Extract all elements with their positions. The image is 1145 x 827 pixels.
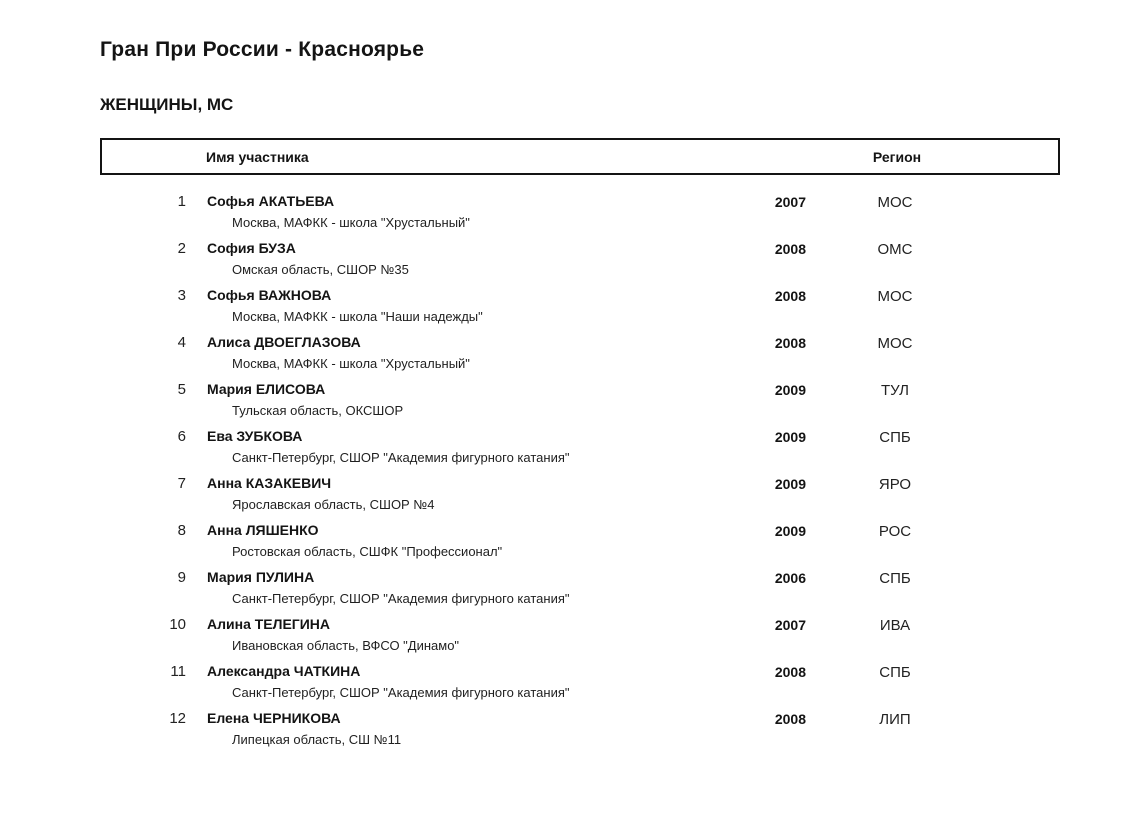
region-code: ЯРО — [878, 476, 912, 493]
row-number: 2 — [177, 240, 186, 257]
row-number: 8 — [177, 522, 186, 539]
participant-club: Омская область, СШОР №35 — [232, 262, 409, 277]
row-number: 6 — [177, 428, 186, 445]
table-row — [100, 287, 1060, 325]
participant-name: Ева ЗУБКОВА — [207, 428, 303, 444]
participant-info — [207, 475, 690, 513]
table-row — [100, 240, 1060, 278]
region-code: МОС — [877, 288, 913, 305]
birth-year: 2008 — [774, 664, 806, 680]
participant-info — [207, 428, 690, 466]
participant-club: Санкт-Петербург, СШОР "Академия фигурного катания" — [232, 450, 570, 465]
participant-info — [207, 710, 690, 748]
region-code: СПБ — [879, 570, 911, 587]
table-row — [100, 193, 1060, 231]
birth-year: 2009 — [774, 429, 806, 445]
region-code: ИВА — [879, 617, 911, 634]
table-row — [100, 710, 1060, 748]
participant-club: Санкт-Петербург, СШОР "Академия фигурного катания" — [232, 591, 570, 606]
participant-name: Мария ПУЛИНА — [207, 569, 315, 585]
participant-info — [207, 522, 690, 560]
participant-info — [207, 381, 690, 419]
row-number: 5 — [177, 381, 186, 398]
table-row — [100, 616, 1060, 654]
table-row — [100, 428, 1060, 466]
participant-name: Алиса ДВОЕГЛАЗОВА — [207, 334, 361, 350]
column-header-name: Имя участника — [206, 148, 309, 165]
participant-name: Софья АКАТЬЕВА — [207, 193, 335, 209]
participant-club: Москва, МАФКК - школа "Хрустальный" — [232, 215, 470, 230]
participant-name: Елена ЧЕРНИКОВА — [207, 710, 341, 726]
row-number: 9 — [177, 569, 186, 586]
table-row — [100, 475, 1060, 513]
row-number: 10 — [169, 616, 186, 633]
row-number: 12 — [169, 710, 186, 727]
page-title: Гран При России - Красноярье — [100, 38, 425, 61]
birth-year: 2007 — [774, 194, 806, 210]
participant-name: Александра ЧАТКИНА — [207, 663, 361, 679]
participant-name: Алина ТЕЛЕГИНА — [207, 616, 331, 632]
participant-info — [207, 240, 690, 278]
participant-name: Софья ВАЖНОВА — [207, 287, 332, 303]
table-row — [100, 663, 1060, 701]
birth-year: 2007 — [774, 617, 806, 633]
participant-info — [207, 616, 690, 654]
table-row — [100, 334, 1060, 372]
row-number: 3 — [177, 287, 186, 304]
region-code: ЛИП — [879, 711, 911, 728]
region-code: МОС — [877, 194, 913, 211]
row-number: 4 — [177, 334, 186, 351]
region-code: СПБ — [879, 429, 911, 446]
region-code: ТУЛ — [880, 382, 910, 399]
participant-info — [207, 663, 690, 701]
participant-info — [207, 334, 690, 372]
birth-year: 2008 — [774, 288, 806, 304]
category-title: ЖЕНЩИНЫ, МС — [100, 95, 234, 114]
participant-list — [100, 193, 1060, 757]
table-row — [100, 569, 1060, 607]
participant-name: Мария ЕЛИСОВА — [207, 381, 326, 397]
participant-info — [207, 193, 690, 231]
participant-club: Липецкая область, СШ №11 — [232, 732, 402, 747]
row-number: 11 — [170, 663, 186, 680]
region-code: РОС — [878, 523, 912, 540]
birth-year: 2008 — [774, 335, 806, 351]
region-code: СПБ — [879, 664, 911, 681]
birth-year: 2009 — [774, 382, 806, 398]
birth-year: 2009 — [774, 523, 806, 539]
row-number: 1 — [177, 193, 186, 210]
participant-info — [207, 569, 690, 607]
participant-name: Анна ЛЯШЕНКО — [207, 522, 319, 538]
region-code: МОС — [877, 335, 913, 352]
table-header — [100, 138, 1060, 175]
birth-year: 2006 — [774, 570, 806, 586]
region-code: ОМС — [877, 241, 913, 258]
participant-name: Анна КАЗАКЕВИЧ — [207, 475, 332, 491]
participant-club: Санкт-Петербург, СШОР "Академия фигурного катания" — [232, 685, 570, 700]
participant-club: Ярославская область, СШОР №4 — [232, 497, 435, 512]
birth-year: 2008 — [774, 711, 806, 727]
table-row — [100, 522, 1060, 560]
participant-club: Ивановская область, ВФСО "Динамо" — [232, 638, 460, 653]
participant-name: София БУЗА — [207, 240, 296, 256]
row-number: 7 — [177, 475, 186, 492]
participant-club: Москва, МАФКК - школа "Наши надежды" — [232, 309, 483, 324]
participant-club: Ростовская область, СШФК "Профессионал" — [232, 544, 503, 559]
participant-club: Москва, МАФКК - школа "Хрустальный" — [232, 356, 470, 371]
participant-club: Тульская область, ОКСШОР — [232, 403, 404, 418]
birth-year: 2008 — [774, 241, 806, 257]
table-row — [100, 381, 1060, 419]
birth-year: 2009 — [774, 476, 806, 492]
participant-info — [207, 287, 690, 325]
column-header-region: Регион — [872, 148, 922, 165]
